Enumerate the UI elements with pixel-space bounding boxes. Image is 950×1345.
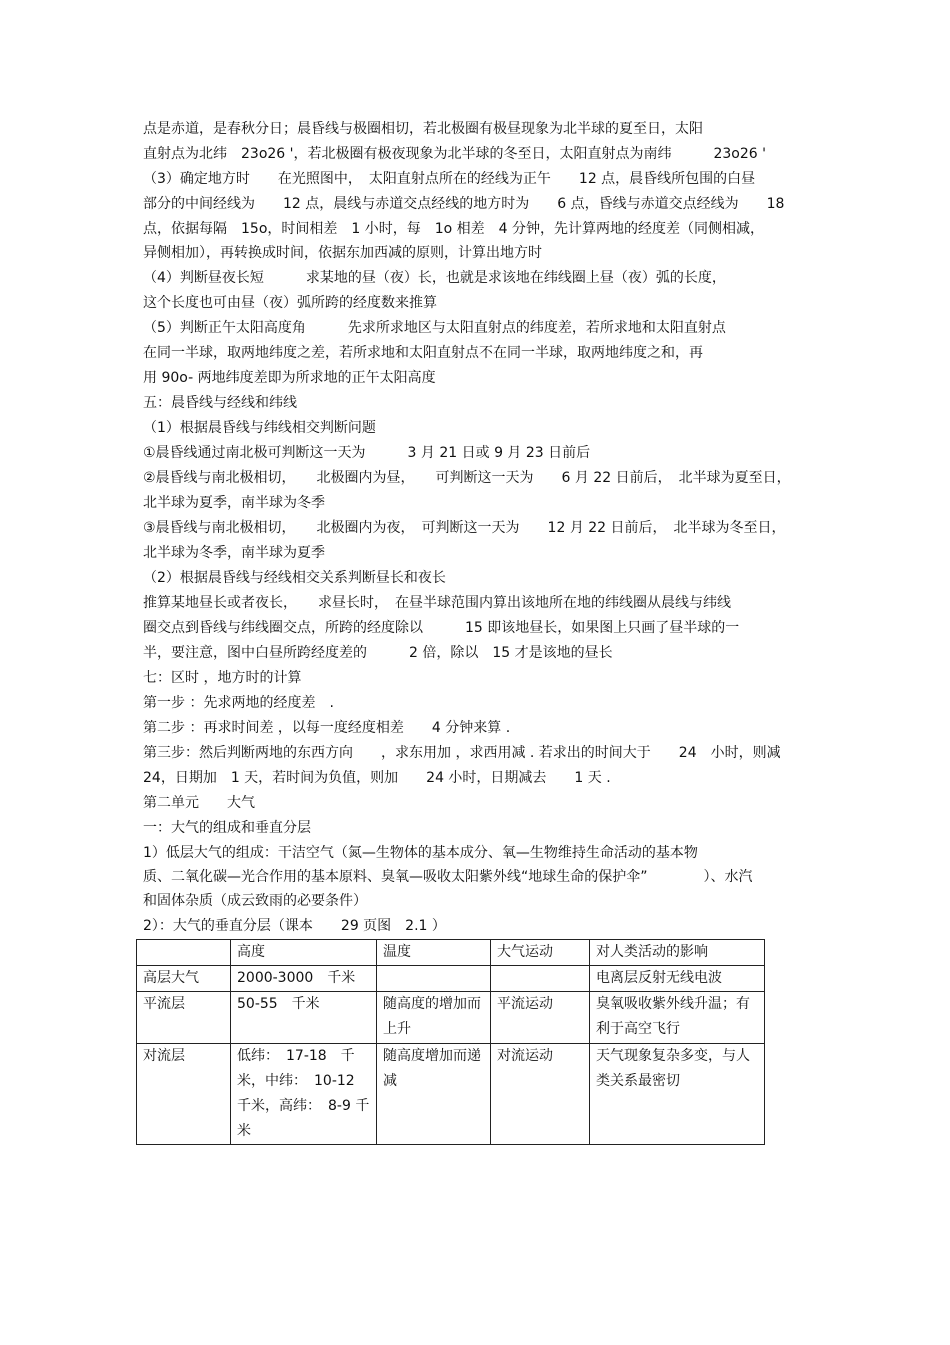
section-heading: 五：晨昏线与经线和纬线	[143, 395, 297, 411]
section-heading: 七：区时 ，地方时的计算	[143, 670, 302, 686]
table-cell: 高层大气	[137, 966, 231, 992]
text-line: 这个长度也可由昼（夜）弧所跨的经度数来推算	[143, 295, 437, 311]
table-cell: 电离层反射无线电波	[590, 966, 765, 992]
text-line: ①晨昏线通过南北极可判断这一天为 3 月 21 日或 9 月 23 日前后	[143, 445, 591, 461]
table-row	[137, 992, 765, 1044]
section-heading: 一：大气的组成和垂直分层	[143, 820, 311, 836]
text-line: 点，依据每隔 15o，时间相差 1 小时，每 1o 相差 4 分钟，先计算两地的经度差（同侧相减，	[143, 221, 765, 237]
table-cell: 50-55 千米	[231, 992, 377, 1044]
text-line: ③晨昏线与南北极相切， 北极圈内为夜， 可判断这一天为 12 月 22 日前后， 北半球为冬至日，	[143, 520, 786, 536]
text-line: 异侧相加），再转换成时间，依据东加西减的原则，计算出地方时	[143, 245, 542, 261]
text-line: （3）确定地方时 在光照图中， 太阳直射点所在的经线为正午 12 点，晨昏线所包围的白昼	[143, 171, 756, 187]
table-cell: 臭氧吸收紫外线升温；有利于高空飞行	[590, 992, 765, 1044]
text-line: 和固体杂质（成云致雨的必要条件）	[143, 893, 367, 909]
atmosphere-layer-table	[136, 939, 765, 1145]
unit-heading: 第二单元 大气	[143, 795, 255, 811]
text-line: 半，要注意，图中白昼所跨经度差的 2 倍，除以 15 才是该地的昼长	[143, 645, 613, 661]
table-cell	[377, 966, 491, 992]
table-cell: 平流运动	[491, 992, 590, 1044]
text-line: （1）根据晨昏线与纬线相交判断问题	[143, 420, 376, 436]
text-line: 北半球为冬季，南半球为夏季	[143, 545, 325, 561]
table-cell: 平流层	[137, 992, 231, 1044]
text-line: 第三步：然后判断两地的东西方向 ，求东用加 ，求西用减 . 若求出的时间大于 24 小时，则减	[143, 745, 781, 761]
text-line: 在同一半球，取两地纬度之差，若所求地和太阳直射点不在同一半球，取两地纬度之和，再	[143, 345, 703, 361]
header-cell: 高度	[231, 940, 377, 966]
text-line: 第一步 ：先求两地的经度差 .	[143, 695, 334, 711]
table-cell: 低纬： 17-18 千米，中纬： 10-12 千米，高纬： 8-9 千米	[231, 1044, 377, 1145]
table-row	[137, 966, 765, 992]
header-cell	[137, 940, 231, 966]
header-cell: 大气运动	[491, 940, 590, 966]
table-cell: 对流层	[137, 1044, 231, 1145]
text-line: 圈交点到昏线与纬线圈交点，所跨的经度除以 15 即该地昼长，如果图上只画了昼半球的一	[143, 620, 740, 636]
text-line: 用 90o- 两地纬度差即为所求地的正午太阳高度	[143, 370, 436, 386]
table-cell: 天气现象复杂多变，与人类关系最密切	[590, 1044, 765, 1145]
table-header-row	[137, 940, 765, 966]
table-cell: 对流运动	[491, 1044, 590, 1145]
text-line: （5）判断正午太阳高度角 先求所求地区与太阳直射点的纬度差，若所求地和太阳直射点	[143, 320, 726, 336]
table-cell: 随高度增加而递减	[377, 1044, 491, 1145]
text-line: 质、二氧化碳—光合作用的基本原料、臭氧—吸收太阳紫外线“地球生命的保护伞” ）、水汽	[143, 869, 753, 885]
text-line: 北半球为夏季，南半球为冬季	[143, 495, 325, 511]
text-line: 24，日期加 1 天，若时间为负值，则加 24 小时，日期减去 1 天 .	[143, 770, 611, 786]
table-cell: 随高度的增加而上升	[377, 992, 491, 1044]
text-line: （4）判断昼夜长短 求某地的昼（夜）长，也就是求该地在纬线圈上昼（夜）弧的长度，	[143, 270, 726, 286]
table-cell	[491, 966, 590, 992]
header-cell: 对人类活动的影响	[590, 940, 765, 966]
text-line: 第二步 ：再求时间差 ，以每一度经度相差 4 分钟来算 .	[143, 720, 511, 736]
text-line: 推算某地昼长或者夜长， 求昼长时， 在昼半球范围内算出该地所在地的纬线圈从晨线与纬线	[143, 595, 731, 611]
text-line: 2）：大气的垂直分层（课本 29 页图 2.1 ）	[143, 918, 446, 934]
text-line: 1）低层大气的组成：干洁空气（氮—生物体的基本成分、氧—生物维持生命活动的基本物	[143, 845, 698, 861]
table-row	[137, 1044, 765, 1145]
text-line: 点是赤道，是春秋分日；晨昏线与极圈相切，若北极圈有极昼现象为北半球的夏至日，太阳	[143, 121, 703, 137]
table-cell: 2000-3000 千米	[231, 966, 377, 992]
text-line: 直射点为北纬 23o26 '，若北极圈有极夜现象为北半球的冬至日，太阳直射点为南纬 23o26 '	[143, 146, 766, 162]
header-cell: 温度	[377, 940, 491, 966]
text-line: （2）根据晨昏线与经线相交关系判断昼长和夜长	[143, 570, 446, 586]
text-line: 部分的中间经线为 12 点，晨线与赤道交点经线的地方时为 6 点，昏线与赤道交点经线为 18	[143, 196, 785, 212]
text-line: ②晨昏线与南北极相切， 北极圈内为昼， 可判断这一天为 6 月 22 日前后， 北半球为夏至日，	[143, 470, 791, 486]
